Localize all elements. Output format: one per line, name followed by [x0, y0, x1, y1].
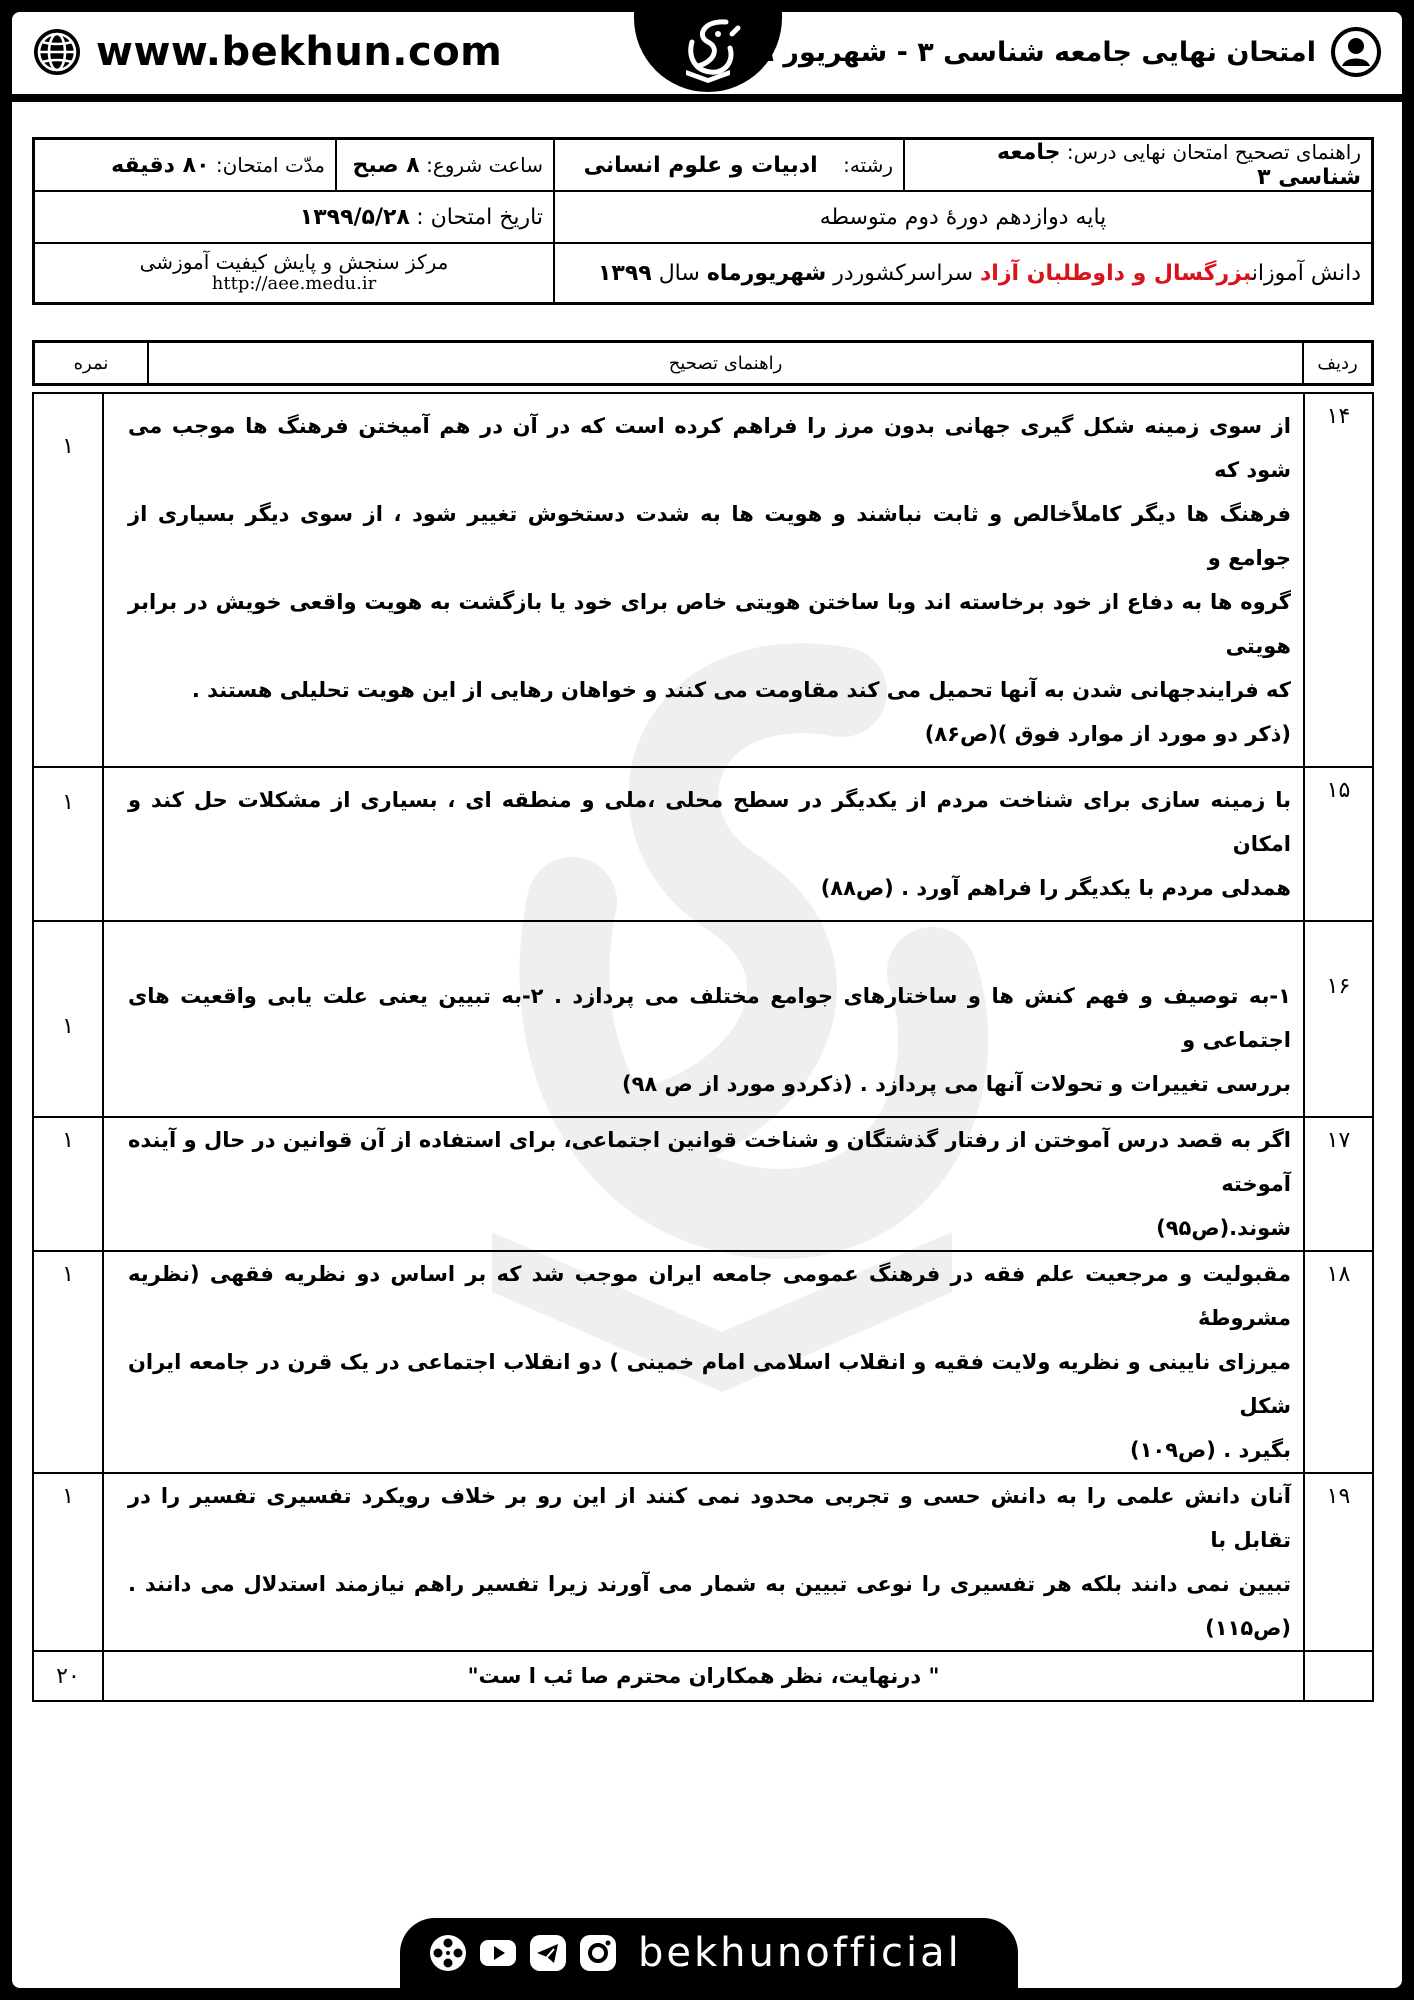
- answer-line: شوند.(ص۹۵): [1156, 1216, 1291, 1240]
- table-footer-row: [33, 1651, 1373, 1701]
- answer-line: مقبولیت و مرجعیت علم فقه در فرهنگ عمومی جامعه ایران موجب شد که بر اساس دو نظریه فقهی (نظریه مشروطۀ: [128, 1262, 1291, 1330]
- row-number: ۱۴: [1304, 393, 1373, 767]
- answers-table: [32, 392, 1374, 1702]
- field-value: ادبیات و علوم انسانی: [583, 152, 818, 178]
- start-value: ۸ صبح: [352, 152, 420, 178]
- answer-line: با زمینه سازی برای شناخت مردم از یکدیگر در سطح محلی ،ملی و منطقه ای ، بسیاری از مشکلات حل کند و امکان: [128, 788, 1291, 856]
- header-guide: راهنمای تصحیح: [148, 342, 1303, 385]
- center-name: مرکز سنجش و پایش کیفیت آموزشی: [139, 250, 449, 274]
- date-value: ۱۳۹۹/۵/۲۸: [299, 204, 410, 230]
- row-score: ۱: [33, 1251, 103, 1473]
- grade-text: پایه دوازدهم دورۀ دوم متوسطه: [819, 204, 1107, 230]
- row-number: ۱۷: [1304, 1117, 1373, 1251]
- answer-line: تبیین نمی دانند بلکه هر تفسیری را نوعی تبیین به شمار می آورند زیرا تفسیر راهم نیازمند استدلال می دانند . (ص۱۱۵): [128, 1572, 1291, 1640]
- row-number: ۱۶: [1304, 921, 1373, 1117]
- field-cell: [554, 139, 904, 192]
- answer-text: [103, 393, 1304, 767]
- answer-text: [103, 767, 1304, 921]
- row-score: ۱: [33, 1473, 103, 1651]
- film-reel-icon[interactable]: [428, 1933, 468, 1973]
- globe-icon: [32, 27, 82, 77]
- row-score: ۱: [33, 1117, 103, 1251]
- date-cell: [34, 191, 555, 243]
- user-avatar-icon: [1330, 26, 1382, 78]
- center-cell: [34, 243, 555, 304]
- answer-line: همدلی مردم با یکدیگر را فراهم آورد . (ص۸۸): [820, 876, 1291, 900]
- duration-cell: [34, 139, 337, 192]
- answer-line: بگیرد . (ص۱۰۹): [1129, 1438, 1291, 1462]
- total-score: ۲۰: [33, 1651, 103, 1701]
- table-row: [33, 393, 1373, 767]
- instagram-icon[interactable]: [578, 1933, 618, 1973]
- row-number: ۱۹: [1304, 1473, 1373, 1651]
- answer-text: [103, 1473, 1304, 1651]
- exam-page: [12, 12, 1402, 1988]
- table-row: [33, 1117, 1373, 1251]
- students-cell: [554, 243, 1373, 304]
- site-url[interactable]: www.bekhun.com: [96, 29, 503, 75]
- answer-line: فرهنگ ها دیگر کاملاًخالص و ثابت نباشند و هویت ها به شدت دستخوش تغییر شود ، از سوی دیگر بسیاری از جوامع و: [128, 502, 1291, 570]
- answer-line: که فرایندجهانی شدن به آنها تحمیل می کند مقاومت می کنند و خواهان رهایی از این هویت تحلیلی هستند .: [191, 678, 1291, 702]
- info-row-course: [34, 139, 1373, 192]
- students-year-label: سال: [651, 260, 707, 286]
- youtube-icon[interactable]: [478, 1933, 518, 1973]
- answers-header: [32, 340, 1374, 386]
- exam-title: [741, 26, 1382, 78]
- answer-text: [103, 1117, 1304, 1251]
- table-row: [33, 1473, 1373, 1651]
- closing-note: " درنهایت، نظر همکاران محترم صا ئب ا ست": [103, 1651, 1304, 1701]
- course-cell: [904, 139, 1373, 192]
- course-label: راهنمای تصحیح امتحان نهایی درس:: [1066, 140, 1361, 164]
- table-row: [33, 767, 1373, 921]
- start-cell: [336, 139, 554, 192]
- students-month: شهریورماه: [706, 260, 827, 286]
- social-bar: [400, 1918, 1018, 1988]
- info-row-grade: [34, 191, 1373, 243]
- answer-line: آنان دانش علمی را به دانش حسی و تجربی محدود نمی کنند از این رو بر خلاف رویکرد تفسیری تفسیر را در تقابل با: [128, 1484, 1291, 1552]
- row-number: ۱۵: [1304, 767, 1373, 921]
- students-prefix: دانش آموزان: [1251, 260, 1361, 286]
- duration-label: مدّت امتحان:: [215, 152, 325, 177]
- grade-cell: [554, 191, 1373, 243]
- row-score: ۱: [33, 393, 103, 767]
- answer-line: گروه ها به دفاع از خود برخاسته اند وبا ساختن هویتی خاص برای خود یا بازگشت به هویت واقعی خویش در برابر هویتی: [128, 590, 1291, 658]
- exam-info-table: [32, 137, 1374, 305]
- field-label: رشته:: [843, 152, 893, 177]
- info-row-students: [34, 243, 1373, 304]
- answer-text: [103, 921, 1304, 1117]
- social-handle[interactable]: bekhunofficial: [638, 1930, 962, 1976]
- start-label: ساعت شروع:: [426, 152, 543, 177]
- header-row-number: ردیف: [1303, 342, 1373, 385]
- students-highlight: بزرگسال و داوطلبان آزاد: [980, 260, 1252, 286]
- answer-text: [103, 1251, 1304, 1473]
- answer-line: میرزای نایینی و نظریه ولایت فقیه و انقلاب اسلامی امام خمینی ) دو انقلاب اجتماعی در یک قرن در جامعه ایران شکل: [128, 1350, 1291, 1418]
- answer-line: بررسی تغییرات و تحولات آنها می پردازد . (ذکردو مورد از ص ۹۸): [621, 1072, 1291, 1096]
- duration-value: ۸۰ دقیقه: [111, 152, 210, 178]
- answer-line: (ذکر دو مورد از موارد فوق )(ص۸۶): [924, 722, 1291, 746]
- course-value: جامعه شناسی ۳: [997, 140, 1361, 190]
- row-score: ۱: [33, 767, 103, 921]
- students-mid: سراسرکشوردر: [826, 260, 981, 286]
- answer-line: اگر به قصد درس آموختن از رفتار گذشتگان و شناخت قوانین اجتماعی، برای استفاده از آن قوانین در حال و آینده آموخته: [128, 1128, 1291, 1196]
- row-number: ۱۸: [1304, 1251, 1373, 1473]
- telegram-icon[interactable]: [528, 1933, 568, 1973]
- header-score: نمره: [34, 342, 149, 385]
- answer-line: از سوی زمینه شکل گیری جهانی بدون مرز را فراهم کرده است که در آن در هم آمیختن فرهنگ ها موجب می شود که: [128, 414, 1291, 482]
- top-banner: [12, 12, 1402, 102]
- center-url-link[interactable]: http://aee.medu.ir: [211, 273, 377, 294]
- table-row: [33, 921, 1373, 1117]
- date-label: تاریخ امتحان :: [416, 204, 543, 230]
- site-link[interactable]: [32, 26, 502, 78]
- row-score: ۱: [33, 921, 103, 1117]
- exam-heading: امتحان نهایی جامعه شناسی ۳ - شهریور ۹۹: [741, 36, 1316, 68]
- answer-line: ۱-به توصیف و فهم کنش ها و ساختارهای جوامع مختلف می پردازد . ۲-به تبیین یعنی علت یابی واقعیت های اجتماعی و: [128, 984, 1291, 1052]
- table-row: [33, 1251, 1373, 1473]
- students-year: ۱۳۹۹: [597, 260, 652, 286]
- footer-empty-cell: [1304, 1651, 1373, 1701]
